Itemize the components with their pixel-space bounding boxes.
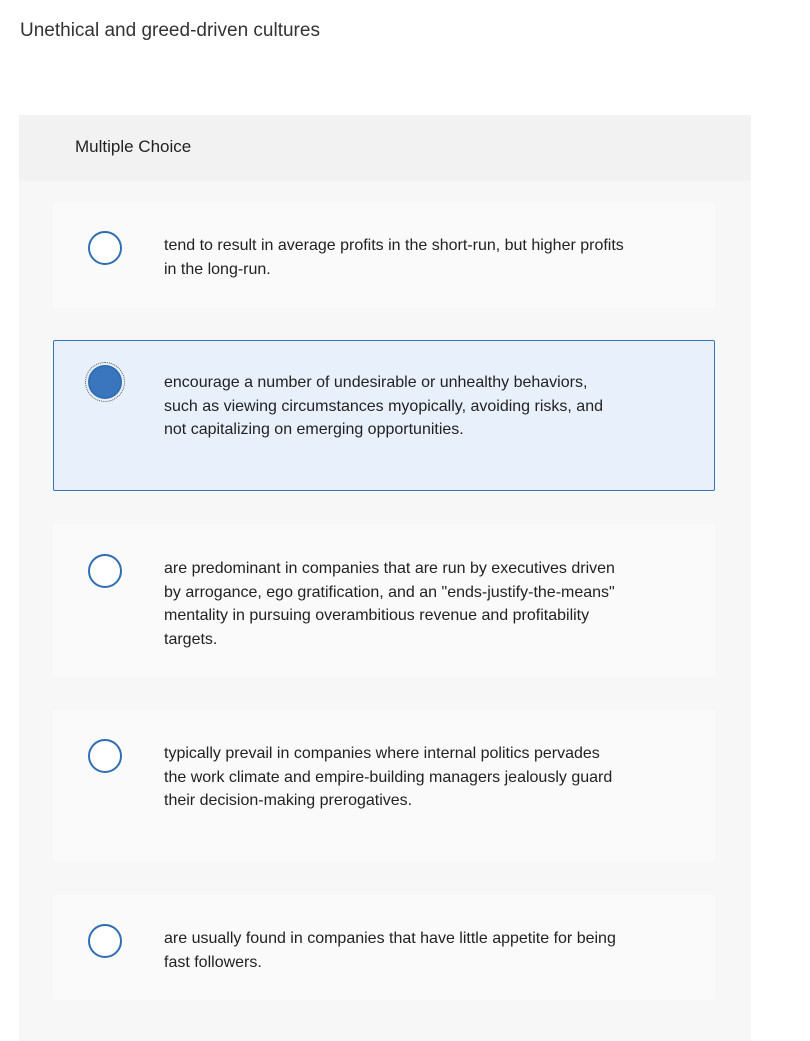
radio-button-5[interactable]: [88, 924, 122, 958]
choice-option-4[interactable]: [53, 710, 715, 862]
choices-list: [19, 181, 751, 1041]
choice-option-2[interactable]: [53, 340, 715, 491]
radio-button-4[interactable]: [88, 739, 122, 773]
radio-button-2[interactable]: [88, 365, 122, 399]
question-type-label: Multiple Choice: [75, 137, 192, 156]
choice-option-3[interactable]: [53, 524, 715, 677]
choice-option-1[interactable]: [53, 202, 715, 308]
radio-button-1[interactable]: [88, 231, 122, 265]
choice-text-5: are usually found in companies that have little appetite for being fast followers.: [164, 930, 616, 971]
choice-text-2: encourage a number of undesirable or unhealthy behaviors, such as viewing circumstances myopically, avoiding risks, and not capitalizing on emerging opportunities.: [164, 374, 603, 438]
radio-button-3[interactable]: [88, 554, 122, 588]
choice-option-5[interactable]: [53, 895, 715, 1000]
panel-header: [19, 115, 751, 181]
choice-text-1: tend to result in average profits in the short-run, but higher profits in the long-run.: [164, 237, 624, 278]
multiple-choice-panel: [19, 115, 751, 1035]
choice-text-3: are predominant in companies that are run by executives driven by arrogance, ego gratification, and an "ends-justify-the-means" mentality in pursuing overambitious revenue and profitability targets.: [164, 560, 615, 648]
question-title: Unethical and greed-driven cultures: [20, 20, 320, 41]
choice-text-4: typically prevail in companies where internal politics pervades the work climate and empire-building managers jealously guard their decision-making prerogatives.: [164, 745, 613, 809]
